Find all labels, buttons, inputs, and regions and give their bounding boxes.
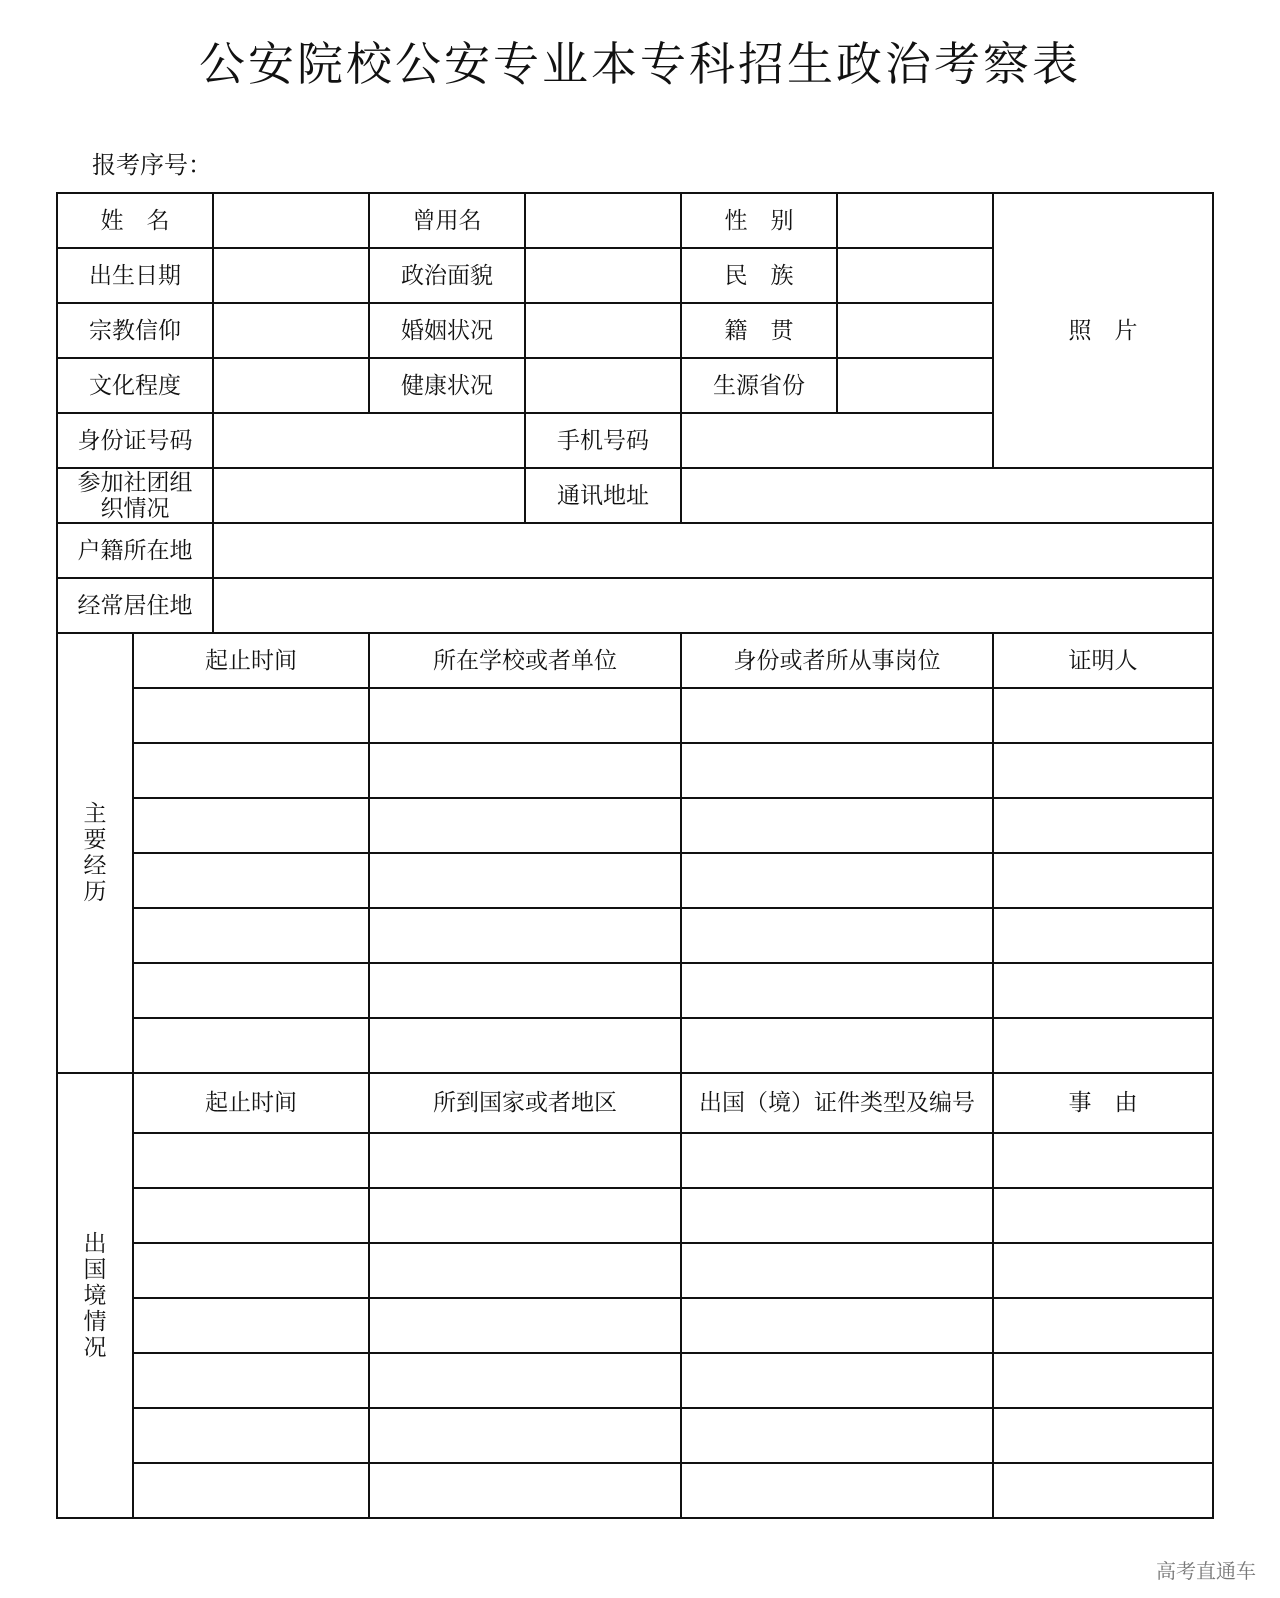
experience-header-position: 身份或者所从事岗位 (681, 633, 993, 688)
abroad-document-cell[interactable] (681, 1408, 993, 1463)
abroad-destination-cell[interactable] (369, 1353, 681, 1408)
experience-position-cell[interactable] (681, 908, 993, 963)
abroad-reason-cell[interactable] (993, 1243, 1213, 1298)
phone-field[interactable] (681, 413, 993, 468)
ethnicity-field[interactable] (837, 248, 993, 303)
political-review-form (56, 192, 1214, 1519)
birth-date-label: 出生日期 (57, 248, 213, 303)
experience-witness-cell[interactable] (993, 743, 1213, 798)
former-name-label: 曾用名 (369, 193, 525, 248)
abroad-document-cell[interactable] (681, 1133, 993, 1188)
form-title: 公安院校公安专业本专科招生政治考察表 (199, 37, 1081, 91)
health-field[interactable] (525, 358, 681, 413)
experience-position-cell[interactable] (681, 853, 993, 908)
native-place-field[interactable] (837, 303, 993, 358)
table-row (57, 853, 1213, 908)
table-row (57, 1353, 1213, 1408)
native-place-label: 籍 贯 (681, 303, 837, 358)
experience-period-cell[interactable] (133, 963, 369, 1018)
abroad-destination-cell[interactable] (369, 1188, 681, 1243)
experience-unit-cell[interactable] (369, 1018, 681, 1073)
table-row (57, 798, 1213, 853)
abroad-period-cell[interactable] (133, 1243, 369, 1298)
abroad-destination-cell[interactable] (369, 1243, 681, 1298)
experience-header-row (57, 633, 1213, 688)
watermark-text: 高考直通车 (1156, 1559, 1256, 1583)
experience-unit-cell[interactable] (369, 743, 681, 798)
table-row (57, 1243, 1213, 1298)
table-row (57, 1188, 1213, 1243)
experience-period-cell[interactable] (133, 853, 369, 908)
experience-period-cell[interactable] (133, 1018, 369, 1073)
experience-witness-cell[interactable] (993, 688, 1213, 743)
birth-date-field[interactable] (213, 248, 369, 303)
experience-period-cell[interactable] (133, 688, 369, 743)
former-name-field[interactable] (525, 193, 681, 248)
household-registration-field[interactable] (213, 523, 1213, 578)
table-row (57, 1408, 1213, 1463)
table-row (57, 1133, 1213, 1188)
abroad-period-cell[interactable] (133, 1188, 369, 1243)
id-number-label: 身份证号码 (57, 413, 213, 468)
abroad-document-cell[interactable] (681, 1243, 993, 1298)
experience-position-cell[interactable] (681, 798, 993, 853)
abroad-header-row (57, 1073, 1213, 1133)
gender-field[interactable] (837, 193, 993, 248)
experience-unit-cell[interactable] (369, 853, 681, 908)
table-row (57, 743, 1213, 798)
abroad-header-reason: 事 由 (993, 1073, 1213, 1133)
abroad-reason-cell[interactable] (993, 1353, 1213, 1408)
experience-section-text: 主 要 经 历 (83, 801, 107, 905)
abroad-reason-cell[interactable] (993, 1408, 1213, 1463)
abroad-section-text: 出 国 境 情 况 (83, 1230, 107, 1361)
abroad-header-destination: 所到国家或者地区 (369, 1073, 681, 1133)
gender-label: 性 别 (681, 193, 837, 248)
experience-position-cell[interactable] (681, 1018, 993, 1073)
experience-period-cell[interactable] (133, 743, 369, 798)
name-label: 姓 名 (57, 193, 213, 248)
experience-header-unit: 所在学校或者单位 (369, 633, 681, 688)
abroad-period-cell[interactable] (133, 1133, 369, 1188)
abroad-destination-cell[interactable] (369, 1408, 681, 1463)
experience-witness-cell[interactable] (993, 1018, 1213, 1073)
abroad-period-cell[interactable] (133, 1353, 369, 1408)
abroad-period-cell[interactable] (133, 1463, 369, 1518)
abroad-reason-cell[interactable] (993, 1133, 1213, 1188)
household-registration-label: 户籍所在地 (57, 523, 213, 578)
experience-unit-cell[interactable] (369, 963, 681, 1018)
abroad-destination-cell[interactable] (369, 1463, 681, 1518)
id-number-field[interactable] (213, 413, 525, 468)
table-row (57, 908, 1213, 963)
experience-witness-cell[interactable] (993, 798, 1213, 853)
abroad-header-period: 起止时间 (133, 1073, 369, 1133)
abroad-document-cell[interactable] (681, 1298, 993, 1353)
abroad-header-document: 出国（境）证件类型及编号 (681, 1073, 993, 1133)
table-row (57, 963, 1213, 1018)
abroad-period-cell[interactable] (133, 1298, 369, 1353)
experience-header-witness: 证明人 (993, 633, 1213, 688)
experience-unit-cell[interactable] (369, 908, 681, 963)
abroad-destination-cell[interactable] (369, 1133, 681, 1188)
residence-label: 经常居住地 (57, 578, 213, 633)
experience-period-cell[interactable] (133, 908, 369, 963)
table-row (57, 1298, 1213, 1353)
table-row (57, 1463, 1213, 1518)
political-status-label: 政治面貌 (369, 248, 525, 303)
org-membership-field[interactable] (213, 468, 525, 523)
experience-witness-cell[interactable] (993, 963, 1213, 1018)
health-label: 健康状况 (369, 358, 525, 413)
source-province-field[interactable] (837, 358, 993, 413)
education-field[interactable] (213, 358, 369, 413)
org-membership-label: 参加社团组织情况 (57, 468, 213, 523)
experience-unit-cell[interactable] (369, 688, 681, 743)
abroad-section-label (57, 1073, 133, 1518)
experience-position-cell[interactable] (681, 963, 993, 1018)
experience-witness-cell[interactable] (993, 908, 1213, 963)
experience-section-label (57, 633, 133, 1073)
religion-label: 宗教信仰 (57, 303, 213, 358)
abroad-destination-cell[interactable] (369, 1298, 681, 1353)
photo-box[interactable]: 照 片 (993, 193, 1213, 468)
name-field[interactable] (213, 193, 369, 248)
table-row (57, 1018, 1213, 1073)
education-label: 文化程度 (57, 358, 213, 413)
abroad-document-cell[interactable] (681, 1353, 993, 1408)
table-row (57, 688, 1213, 743)
abroad-document-cell[interactable] (681, 1463, 993, 1518)
experience-unit-cell[interactable] (369, 798, 681, 853)
residence-field[interactable] (213, 578, 1213, 633)
experience-witness-cell[interactable] (993, 853, 1213, 908)
serial-number-label: 报考序号： (92, 151, 212, 179)
experience-position-cell[interactable] (681, 688, 993, 743)
experience-position-cell[interactable] (681, 743, 993, 798)
phone-label: 手机号码 (525, 413, 681, 468)
address-field[interactable] (681, 468, 1213, 523)
marital-status-label: 婚姻状况 (369, 303, 525, 358)
ethnicity-label: 民 族 (681, 248, 837, 303)
abroad-reason-cell[interactable] (993, 1463, 1213, 1518)
abroad-document-cell[interactable] (681, 1188, 993, 1243)
abroad-period-cell[interactable] (133, 1408, 369, 1463)
abroad-reason-cell[interactable] (993, 1188, 1213, 1243)
experience-header-period: 起止时间 (133, 633, 369, 688)
address-label: 通讯地址 (525, 468, 681, 523)
experience-period-cell[interactable] (133, 798, 369, 853)
source-province-label: 生源省份 (681, 358, 837, 413)
marital-status-field[interactable] (525, 303, 681, 358)
religion-field[interactable] (213, 303, 369, 358)
abroad-reason-cell[interactable] (993, 1298, 1213, 1353)
political-status-field[interactable] (525, 248, 681, 303)
